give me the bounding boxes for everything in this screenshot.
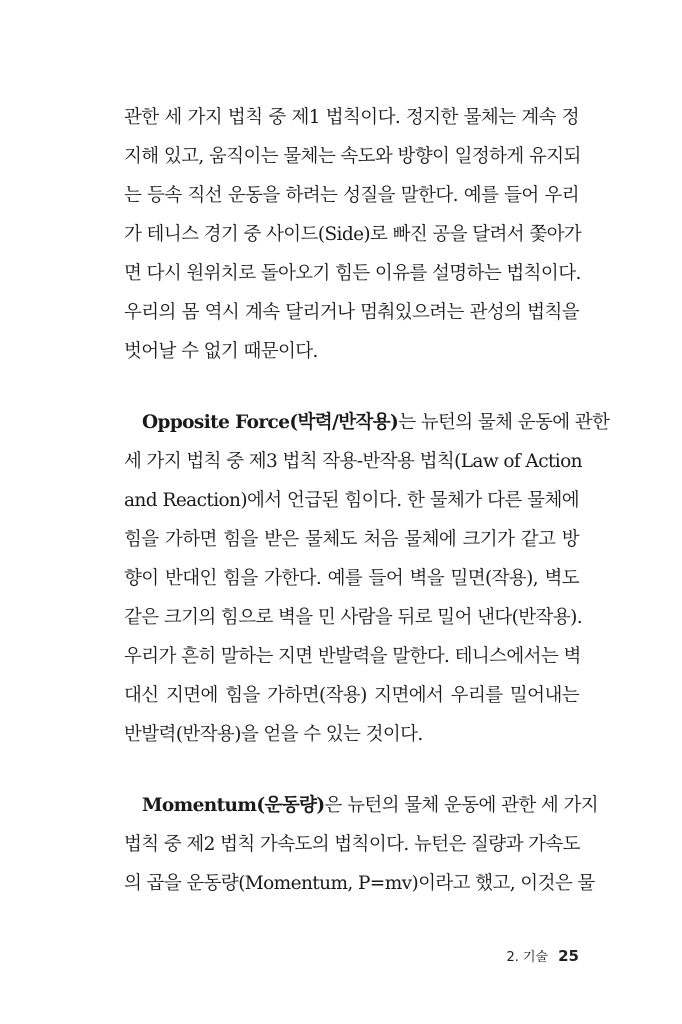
- text-line: 대신 지면에 힘을 가하면(작용) 지면에서 우리를 밀어내는: [124, 685, 579, 706]
- text-line: 관한 세 가지 법칙 중 제1 법칙이다. 정지한 물체는 계속 정: [124, 107, 579, 128]
- text-line: 의 곱을 운동량(Momentum, P=mv)이라고 했고, 이것은 물: [124, 873, 595, 894]
- text-line: 우리가 흔히 말하는 지면 반발력을 말한다. 테니스에서는 벽: [124, 646, 581, 667]
- text-line: 같은 크기의 힘으로 벽을 민 사람을 뒤로 밀어 낸다(반작용).: [124, 607, 582, 628]
- chapter-label: 2. 기술: [506, 950, 549, 965]
- text-line: 향이 반대인 힘을 가한다. 예를 들어 벽을 밀면(작용), 벽도: [124, 568, 579, 589]
- text-line: Momentum(운동량)은 뉴턴의 물체 운동에 관한 세 가지: [142, 795, 598, 816]
- text-line: 우리의 몸 역시 계속 달리거나 멈춰있으려는 관성의 법칙을: [124, 302, 579, 323]
- paragraph-inertia: [124, 98, 582, 371]
- page-number: 25: [558, 947, 579, 965]
- text-line: 벗어날 수 없기 때문이다.: [124, 341, 318, 362]
- text-line: 반발력(반작용)을 얻을 수 있는 것이다.: [124, 724, 423, 745]
- text-line: 가 테니스 경기 중 사이드(Side)로 빠진 공을 달려서 쫓아가: [124, 224, 582, 245]
- text-line: 힘을 가하면 힘을 받은 물체도 처음 물체에 크기가 같고 방: [124, 529, 579, 550]
- text-line: 는 등속 직선 운동을 하려는 성질을 말한다. 예를 들어 우리: [124, 185, 579, 206]
- term: Opposite Force(박력/반작용): [142, 412, 399, 433]
- paragraph-momentum: [124, 786, 598, 903]
- text-line: 면 다시 원위치로 돌아오기 힘든 이유를 설명하는 법칙이다.: [124, 263, 581, 284]
- text-line: 세 가지 법칙 중 제3 법칙 작용-반작용 법칙(Law of Action: [124, 451, 582, 472]
- page-footer: [506, 946, 579, 965]
- page-body: [124, 98, 610, 935]
- paragraph-opposite-force: [124, 403, 610, 754]
- text-line: and Reaction)에서 언급된 힘이다. 한 물체가 다른 물체에: [124, 490, 579, 511]
- text-line: 법칙 중 제2 법칙 가속도의 법칙이다. 뉴턴은 질량과 가속도: [124, 834, 580, 855]
- text-line: 지해 있고, 움직이는 물체는 속도와 방향이 일정하게 유지되: [124, 146, 581, 167]
- text-line: Opposite Force(박력/반작용)는 뉴턴의 물체 운동에 관한: [142, 412, 610, 433]
- term: Momentum(운동량): [142, 795, 325, 816]
